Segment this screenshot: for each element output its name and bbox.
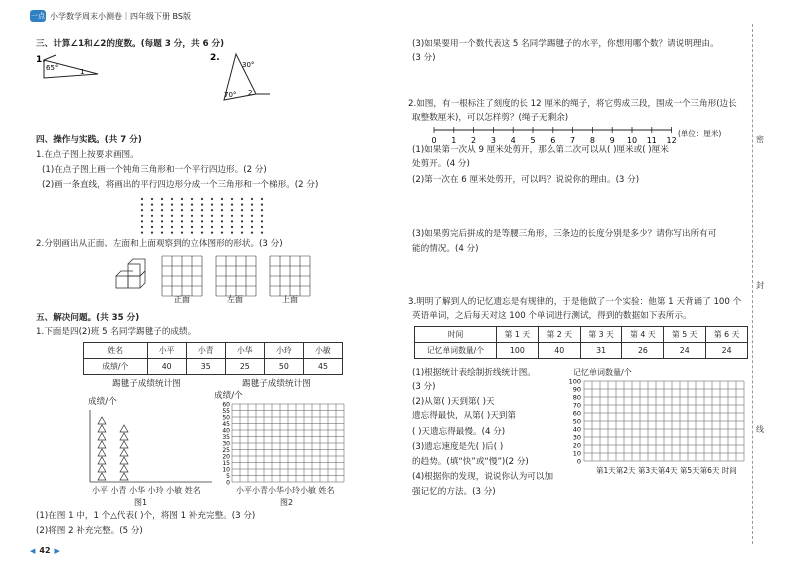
grid-dot [261,204,263,206]
grid-dot [171,204,173,206]
grid-dot [251,220,253,222]
angle-70: 70° [224,91,237,99]
grid-dot [261,209,263,211]
grid-dot [221,215,223,217]
grid-dot [141,220,143,222]
r-l9: 强记忆的方法。(3 分) [412,487,496,497]
r-q2b: (2)第一次在 6 厘米处剪开，可以吗？说说你的理由。(3 分) [412,175,640,185]
grid-dot [201,220,203,222]
r-q2a-line2: 处剪开。(4 分) [412,159,470,169]
cube-stack [116,259,145,288]
chart2-y-tick: 5 [226,473,230,480]
grid-dot [231,209,233,211]
rope-ruler [430,124,680,146]
line-chart-grid[interactable] [560,378,750,464]
grid-dot [221,232,223,234]
grid-dot [241,232,243,234]
grid-dot [211,209,213,211]
r-l8: (4)根据你的发现，说说你认为可以加 [412,472,554,482]
chart2-caption: 图2 [280,498,294,507]
grid-dot [241,204,243,206]
s4-q1b: (2)画一条直线，将画出的平行四边形分成一个三角形和一个梯形。(2 分) [42,180,319,190]
chart2-y-tick: 25 [222,447,230,454]
chart2-y-tick: 20 [222,453,230,461]
chart1-ylabel: 成绩/个 [88,397,117,407]
grid-dot [221,198,223,200]
grid-dot [191,198,193,200]
grid-dot [171,198,173,200]
grid-dot [191,215,193,217]
section-3-title: 三、计算∠1和∠2的度数。(每题 3 分，共 6 分) [36,39,225,49]
view-label-front: 正面 [174,295,190,304]
grid-dot [211,204,213,206]
grid-dot [201,226,203,228]
q2-number: 2. [210,53,220,63]
grid-dot [151,226,153,228]
chart2-x-names: 小平小青小华小玲小敏 姓名 [236,486,335,495]
ruler-number: 12 [666,136,677,145]
chart2-y-tick: 30 [222,440,230,448]
side-char: 线 [756,425,764,434]
grid-dot [151,215,153,217]
grid-dot [241,198,243,200]
r-l7: 的趋势。(填“快”或“慢”)(2 分) [412,457,529,467]
table-cell: 25 [225,359,264,375]
grid-dot [211,220,213,222]
r-l5: ( )天遗忘得最慢。(4 分) [412,427,506,437]
r-l1: (1)根据统计表绘制折线统计图。 [412,368,536,378]
table-header: 小玲 [264,343,303,359]
ruler-number: 6 [550,136,556,145]
grid-dot [151,204,153,206]
chart3-y-tick: 40 [572,425,581,434]
ruler-number: 0 [431,136,437,145]
grid-dot [191,232,193,234]
triangle-figure-2 [210,50,290,104]
grid-dot [251,226,253,228]
grid-dot [201,209,203,211]
mem-header: 第 6 天 [706,327,748,343]
grid-dot [141,232,143,234]
triangle-icon [120,465,128,472]
triangle-icon [120,449,128,456]
table-cell: 50 [264,359,303,375]
mem-row-label: 记忆单词数量/个 [415,343,497,359]
chart2-y-tick: 45 [222,421,230,428]
grid-dot [211,226,213,228]
table-cell: 35 [186,359,225,375]
grid-dot [161,232,163,234]
mem-cell: 31 [580,343,622,359]
ruler-number: 7 [570,136,576,145]
score-table [83,342,343,375]
chart3-y-tick: 0 [576,457,581,464]
triangle-icon [98,457,106,464]
grid-dot [151,232,153,234]
triangle-icon [98,473,106,480]
grid-dot [241,220,243,222]
grid-dot [251,215,253,217]
mem-cell: 26 [622,343,664,359]
memory-table [414,326,748,359]
grid-dot [261,198,263,200]
side-char: 密 [756,135,764,144]
grid-dot [181,232,183,234]
grid-dot [191,220,193,222]
r-q3t-line1: 3.明明了解到人的记忆遗忘是有规律的，于是他做了一个实验：他第 1 天背诵了 100 个 [408,297,742,307]
angle-30: 30° [242,61,255,69]
grid-dot [181,198,183,200]
table-row-label: 成绩/个 [84,359,148,375]
ruler-number: 8 [589,136,595,145]
grid-dot [241,226,243,228]
s5-q1: 1.下面是四(2)班 5 名同学踢毽子的成绩。 [36,327,197,337]
chart2-y-tick: 60 [222,402,230,409]
grid-dot [231,232,233,234]
s4-q2: 2.分别画出从正面、左面和上面观察到的立体图形的形状。(3 分) [36,239,283,249]
q1-number: 1. [36,55,46,65]
ruler-number: 4 [510,136,516,145]
grid-dot [201,232,203,234]
chart3-x-labels: 第1天第2天 第3天第4天 第5天第6天 时间 [596,466,737,475]
grid-dot [231,226,233,228]
bar-grid-chart[interactable] [212,402,352,486]
triangle-icon [98,441,106,448]
grid-dot [241,209,243,211]
mem-header: 第 1 天 [497,327,539,343]
dot-grid[interactable] [138,196,268,236]
triangle-icon [98,425,106,432]
r-l3: (2)从第( )天到第( )天 [412,397,495,407]
grid-dot [261,232,263,234]
grid-dot [201,198,203,200]
grid-dot [161,198,163,200]
grid-dot [251,232,253,234]
grid-dot [151,209,153,211]
r-q2c-line1: (3)如果剪完后拼成的是等腰三角形，三条边的长度分别是多少？请你写出所有可 [412,229,717,239]
table-header: 小平 [147,343,186,359]
mem-cell: 24 [664,343,706,359]
page-number-text: 42 [39,546,51,555]
grid-dot [151,220,153,222]
grid-dot [241,215,243,217]
r-q2-line2: 取整数厘米)，可以怎样剪？(绳子无剩余) [412,113,569,123]
chart3-y-tick: 50 [572,417,581,426]
angle-65: 65° [46,64,59,72]
ruler-number: 5 [530,136,536,145]
r-l4: 遗忘得最快，从第( )天到第 [412,411,516,421]
prev-arrow-icon: ◀ [30,546,36,555]
mem-cell: 100 [497,343,539,359]
ruler-number: 3 [490,136,496,145]
s5-q1b: (2)将图 2 补充完整。(5 分) [36,526,143,536]
triangle-icon [98,449,106,456]
chart3-y-tick: 100 [568,378,581,386]
s5-q1a: (1)在图 1 中，1 个△代表( )个，将图 1 补充完整。(3 分) [36,511,256,521]
ruler-number: 2 [471,136,477,145]
grid-dot [181,209,183,211]
table-header: 小敏 [303,343,342,359]
chart1-caption: 图1 [134,498,148,507]
grid-dot [151,198,153,200]
chart2-ylabel: 成绩/个 [214,391,243,401]
grid-dot [181,220,183,222]
grid-dot [231,198,233,200]
mem-cell: 40 [538,343,580,359]
mem-cell: 24 [706,343,748,359]
grid-dot [221,204,223,206]
grid-dot [161,220,163,222]
angle-2-label: 2 [248,89,253,97]
ruler-number: 1 [451,136,457,145]
grid-dot [201,204,203,206]
grid-dot [211,232,213,234]
brand-logo: 一点 [31,12,45,20]
chart2-y-tick: 50 [222,414,230,422]
grid-dot [261,220,263,222]
triangle-figure-1 [36,52,116,82]
triangle-icon [120,441,128,448]
chart3-y-tick: 90 [572,385,581,394]
three-views-figure [112,254,342,306]
triangle-icon [98,417,106,424]
section-5-title: 五、解决问题。(共 35 分) [36,313,140,323]
mem-header: 第 2 天 [538,327,580,343]
table-header: 小华 [225,343,264,359]
chart3-y-tick: 10 [572,449,581,458]
s4-q1: 1.在点子图上按要求画图。 [36,150,139,160]
chart2-title: 踢毽子成绩统计图 [242,379,311,389]
grid-dot [231,220,233,222]
grid-dot [251,198,253,200]
triangle-icon [120,433,128,440]
grid-dot [141,209,143,211]
chart1-x-names: 小平 小青 小华 小玲 小敏 姓名 [92,486,201,495]
grid-dot [191,226,193,228]
s4-q1a: (1)在点子图上画一个钝角三角形和一个平行四边形。(2 分) [42,165,267,175]
grid-dot [171,209,173,211]
triangle-icon [120,425,128,432]
chart3-y-tick: 80 [572,393,581,402]
triangle-icon [120,457,128,464]
grid-dot [251,209,253,211]
ruler-number: 9 [609,136,615,145]
header-title: 小学数学周末小测卷｜四年级下册 BS版 [50,11,191,21]
grid-dot [221,220,223,222]
grid-dot [141,215,143,217]
r-q2-line1: 2.如图，有一根标注了刻度的长 12 厘米的绳子，将它剪成三段，围成一个三角形(边长 [408,99,737,109]
angle-1-label: 1 [80,68,85,76]
grid-dot [161,215,163,217]
mem-header: 第 4 天 [622,327,664,343]
mem-header: 第 5 天 [664,327,706,343]
chart2-y-tick: 35 [222,434,230,441]
grid-dot [221,209,223,211]
side-char: 封 [756,281,764,290]
page-header [30,8,191,24]
chart2-y-tick: 40 [222,427,230,435]
grid-dot [171,232,173,234]
grid-dot [251,204,253,206]
r-l2: (3 分) [412,382,436,392]
ruler-number: 10 [626,136,638,145]
grid-dot [181,204,183,206]
binding-line [752,24,753,544]
chart3-ylabel: 记忆单词数量/个 [573,368,632,377]
chart1-title: 踢毽子成绩统计图 [112,379,181,389]
mem-header: 第 3 天 [580,327,622,343]
grid-dot [161,204,163,206]
grid-dot [181,226,183,228]
triangle-icon [98,465,106,472]
chart3-y-tick: 70 [572,401,581,410]
r-q3-line2: (3 分) [412,53,436,63]
grid-dot [261,226,263,228]
chart2-y-tick: 0 [226,479,230,486]
grid-dot [211,198,213,200]
grid-dot [231,215,233,217]
grid-dot [161,226,163,228]
section-4-title: 四、操作与实践。(共 7 分) [36,135,142,145]
chart3-y-tick: 60 [572,409,581,418]
grid-dot [231,204,233,206]
ruler-unit: (单位：厘米) [678,129,722,138]
grid-dot [141,198,143,200]
grid-dot [201,215,203,217]
grid-dot [141,204,143,206]
view-label-left: 左面 [227,295,243,304]
grid-dot [261,215,263,217]
grid-dot [221,226,223,228]
pictograph-chart [88,410,218,484]
triangle-icon [98,433,106,440]
chart3-y-tick: 20 [572,441,581,450]
grid-dot [171,215,173,217]
r-q2c-line2: 能的情况。(4 分) [412,244,479,254]
grid-dot [171,226,173,228]
chart3-y-tick: 30 [572,433,581,442]
grid-dot [191,204,193,206]
r-l6: (3)遗忘速度是先( )后( ) [412,442,504,452]
mem-header: 时间 [415,327,497,343]
grid-dot [181,215,183,217]
chart2-y-tick: 10 [222,466,230,474]
grid-dot [191,209,193,211]
grid-dot [211,215,213,217]
ruler-number: 11 [646,136,657,145]
grid-dot [171,220,173,222]
chart2-y-tick: 15 [222,460,230,467]
grid-dot [141,226,143,228]
view-label-top: 上面 [282,295,298,304]
table-header: 小青 [186,343,225,359]
table-cell: 45 [303,359,342,375]
next-arrow-icon: ▶ [54,546,60,555]
table-header: 姓名 [84,343,148,359]
chart2-y-tick: 55 [222,408,230,415]
grid-dot [161,209,163,211]
triangle-icon [120,473,128,480]
r-q3-line1: (3)如果要用一个数代表这 5 名同学踢毽子的水平，你想用哪个数？请说明理由。 [412,39,719,49]
page-number [30,546,60,555]
r-q2a-line1: (1)如果第一次从 9 厘米处剪开，那么第二次可以从( )厘米或( )厘米 [412,145,669,155]
table-cell: 40 [147,359,186,375]
r-q3t-line2: 英语单词，之后每天对这 100 个单词进行测试，得到的数据如下表所示。 [412,311,692,321]
